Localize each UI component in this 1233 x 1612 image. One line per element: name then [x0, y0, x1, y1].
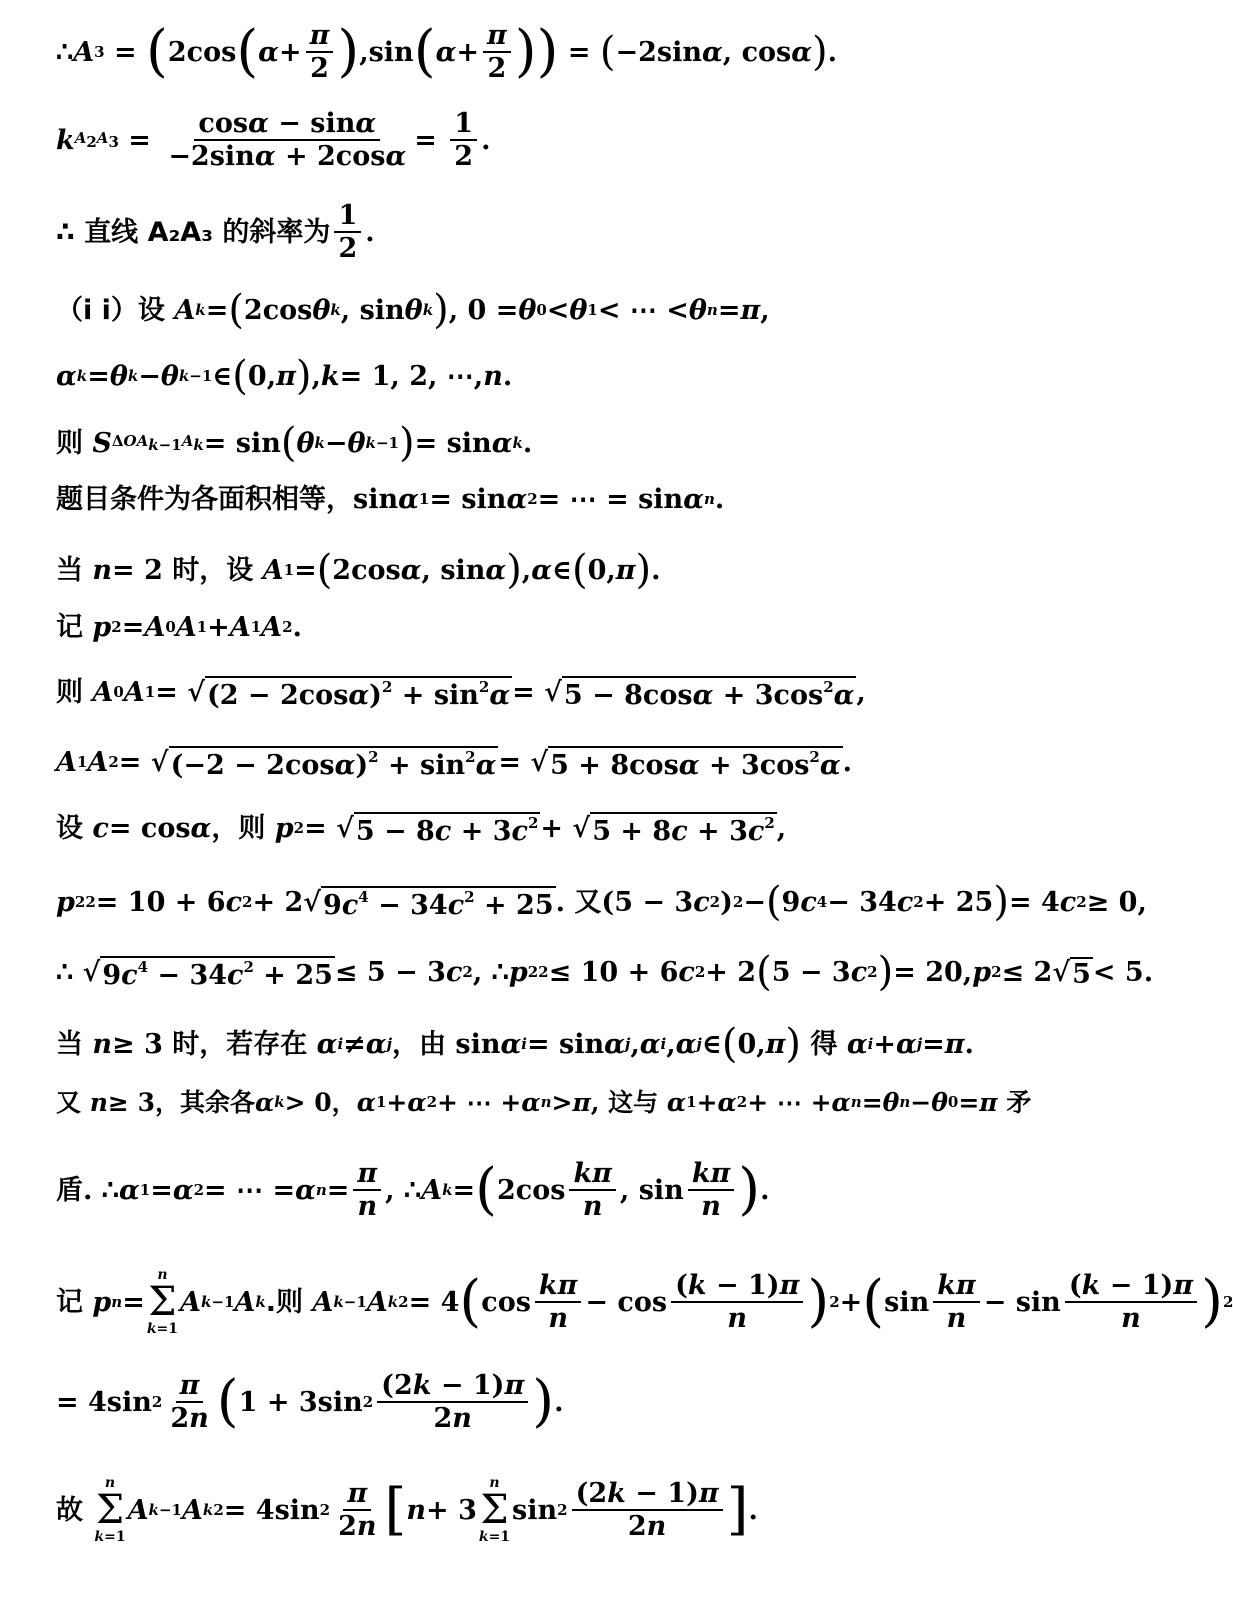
line-20: 故 n Σ k=1 A k−1 A k 2 = 4sin 2 π 2n [ n + 3 n Σ k=1 sin 2 (2k − 1)π 2n ] .	[56, 1475, 758, 1545]
line-14: ∴ √ $9c^4 - 34c^2 + 25$ ≤ 5 − 3 c 2 , ∴ p 2 2 ≤ 10 + 6 c 2 + 2 ( 5 − 3 c 2 ) = 20, p 2 ≤ 2√ 5 < 5.	[56, 949, 1154, 995]
line-11: A 1 A 2 = √ $(-2 - 2\cos\alpha)^2 + \sin^2\alpha$ = √ $5 + 8\cos\alpha + 3\cos^2\alpha$ .	[56, 747, 853, 781]
line-3: ∴ 直线 A₂A₃ 的斜率为 1 2 .	[56, 200, 375, 265]
line-9: 记 p 2 = A 0 A 1 + A 1 A 2 .	[56, 612, 302, 643]
line-2: k $A_2A_3$ = cosα − sinα −2sinα + 2cosα = 1 2 .	[56, 108, 491, 173]
line-7: 题目条件为各面积相等， sin α 1 = sin α 2 = ⋯ = sin α n .	[56, 484, 725, 515]
line-19: = 4sin 2 π 2n ( 1 + 3sin 2 (2k − 1)π 2n ) .	[56, 1368, 564, 1435]
line-15: 当 n ≥ 3 时，若存在 α i ≠ α j ，由 sin α i = sin α j , α i , α j ∈ ( 0, π ) 得 α i + α j = π .	[56, 1021, 974, 1067]
line-12: 设 c = cos α ，则 p 2 = √ $5 - 8c + 3c^2$ + √ $5 + 8c + 3c^2$ ,	[56, 813, 787, 847]
text-ii: （i i）设	[56, 294, 165, 326]
line-10: 则 A 0 A 1 = √ $(2 - 2\cos\alpha)^2 + \sin^2\alpha$ = √ $5 - 8\cos\alpha + 3\cos^2\alpha$ ,	[56, 677, 866, 711]
line-13: p 2 2 = 10 + 6 c 2 + 2√ $9c^4 - 34c^2 + 25$ . 又 (5 − 3 c 2 ) 2 − ( 9 c 4 − 34 c 2 + 25 ) = 4 c 2 ≥ 0,	[56, 879, 1147, 925]
line-16: 又 n ≥ 3 ，其余各 α k > 0， α 1 + α 2 + ⋯ + α n > π , 这与 α 1 + α 2 + ⋯ + α n = θ n − θ 0 = π 矛	[56, 1088, 1032, 1117]
line-17: 盾 . ∴ α 1 = α 2 = ⋯ = α n = π n , ∴ A k = ( 2cos kπ n , sin kπ n ) .	[56, 1156, 770, 1223]
line-6: 则 S $\Delta OA_{k-1}A_k$ = sin ( θ k − θ k−1 ) = sin α k .	[56, 420, 533, 466]
line-1: ∴ A 3 = ( 2cos ( α + π 2 ) ,sin ( α + π 2 ) ) = ( −2sin α , cos α ) .	[56, 18, 838, 85]
text-slope: ∴ 直线 A₂A₃ 的斜率为	[56, 216, 331, 248]
line-8: 当 n = 2 时，设 A 1 = ( 2cos α , sin α ) , α ∈ ( 0, π ) .	[56, 547, 661, 593]
line-4: （i i）设 A k = ( 2cos θ k , sin θ k ) , 0 = θ 0 < θ 1 < ⋯ < θ n = π ,	[56, 287, 770, 333]
line-18: 记 p n = n Σ k=1 A k−1 A k .则 A k−1 A k 2 = 4 ( cos kπ n − cos (k − 1)π n ) 2 + ( sin kπ n − sin (k − 1)π n ) 2	[56, 1267, 1233, 1337]
line-5: α k = θ k − θ k−1 ∈ ( 0, π ) , k = 1, 2, ⋯, n .	[56, 353, 513, 399]
